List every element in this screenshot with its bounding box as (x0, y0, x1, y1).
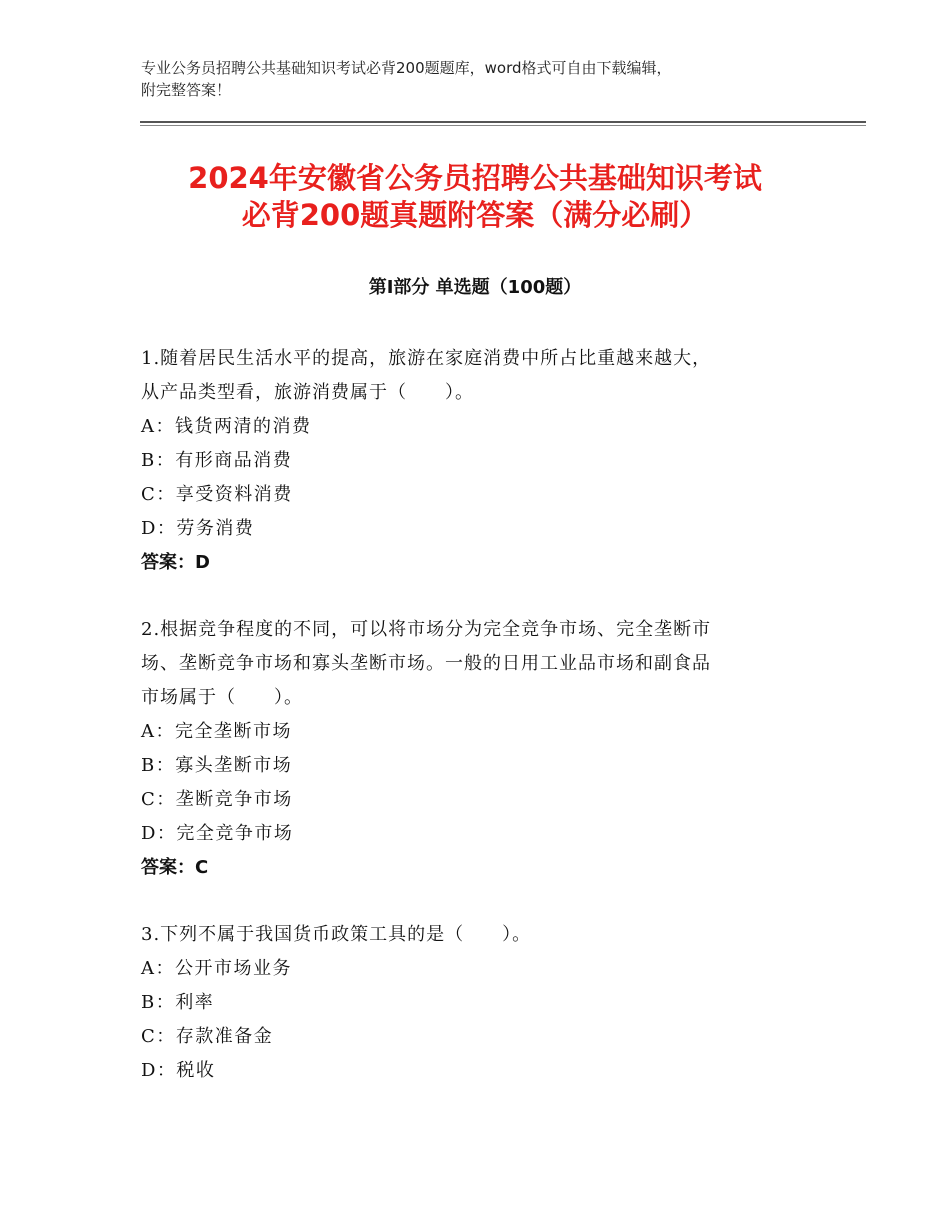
answer: 答案：D (141, 552, 210, 573)
question-stem-line: 1.随着居民生活水平的提高，旅游在家庭消费中所占比重越来越大， (141, 348, 712, 369)
header-divider-thick (140, 121, 866, 123)
question-stem (141, 613, 821, 715)
option-a: A：完全垄断市场 (141, 721, 292, 742)
title-line: 2024年安徽省公务员招聘公共基础知识考试 (188, 161, 762, 195)
option-a: A：公开市场业务 (141, 958, 292, 979)
option-d: D：劳务消费 (141, 518, 255, 539)
option-b: B：利率 (141, 992, 215, 1013)
option-d: D：税收 (141, 1060, 216, 1081)
section-heading: 第Ⅰ部分 单选题（100题） (368, 277, 582, 298)
question-stem-line: 场、垄断竞争市场和寡头垄断市场。一般的日用工业品市场和副食品 (141, 653, 711, 674)
question-stem (141, 918, 821, 952)
option-d: D：完全竞争市场 (141, 823, 294, 844)
header-note (141, 57, 841, 101)
option-c: C：垄断竞争市场 (141, 789, 293, 810)
option-a: A：钱货两清的消费 (141, 416, 312, 437)
question-stem-line: 3.下列不属于我国货币政策工具的是（ ）。 (141, 924, 532, 945)
header-divider-thin (140, 125, 866, 126)
option-c: C：存款准备金 (141, 1026, 274, 1047)
document-title (100, 160, 850, 234)
question-list (141, 342, 821, 1121)
question-item (141, 613, 821, 885)
option-b: B：有形商品消费 (141, 450, 293, 471)
header-note-line: 附完整答案！ (141, 81, 232, 99)
question-stem (141, 342, 821, 410)
header-note-line: 专业公务员招聘公共基础知识考试必背200题题库，word格式可自由下载编辑， (141, 59, 672, 77)
answer: 答案：C (141, 857, 209, 878)
question-stem-line: 从产品类型看，旅游消费属于（ ）。 (141, 382, 474, 403)
question-item (141, 918, 821, 1088)
title-line: 必背200题真题附答案（满分必刷） (241, 198, 709, 232)
question-stem-line: 市场属于（ ）。 (141, 687, 303, 708)
option-c: C：享受资料消费 (141, 484, 293, 505)
option-b: B：寡头垄断市场 (141, 755, 293, 776)
question-stem-line: 2.根据竞争程度的不同，可以将市场分为完全竞争市场、完全垄断市 (141, 619, 712, 640)
question-item (141, 342, 821, 580)
